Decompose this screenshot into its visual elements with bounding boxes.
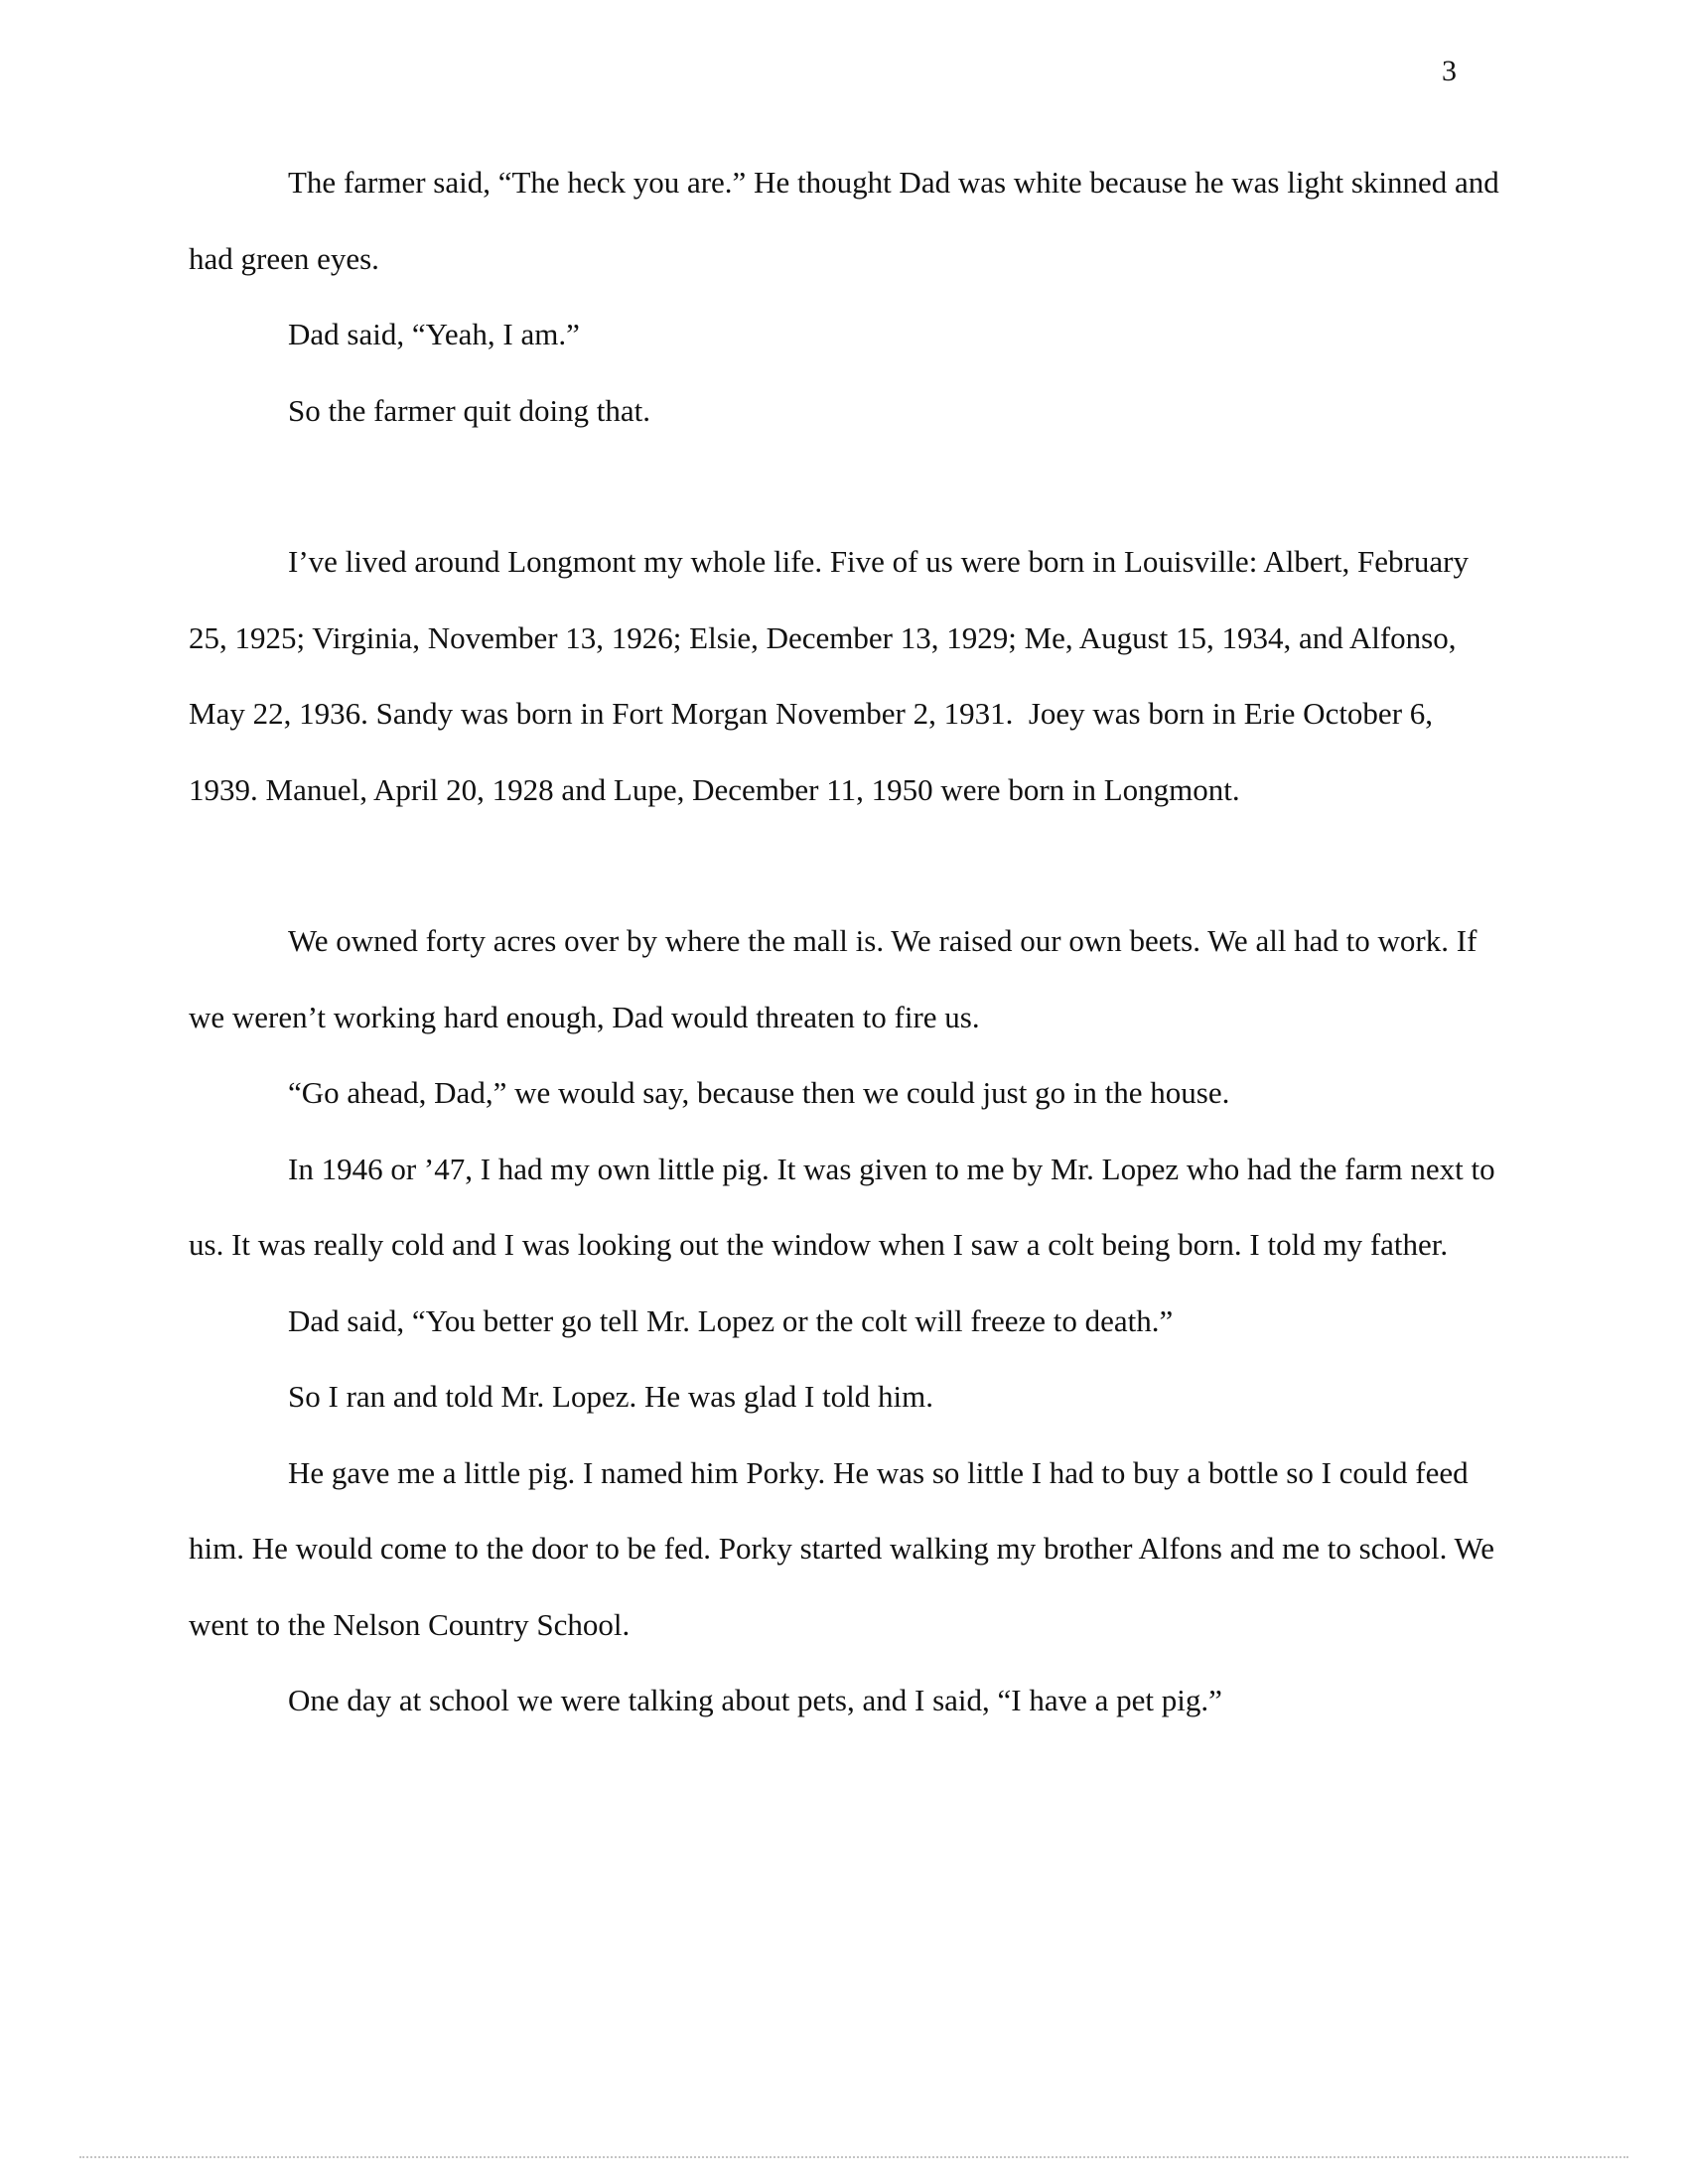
paragraph: So the farmer quit doing that. [288, 392, 651, 428]
scan-edge-line [79, 2156, 1628, 2158]
paragraph: “Go ahead, Dad,” we would say, because then we could just go in the house. [288, 1075, 1230, 1110]
document-body [189, 145, 1507, 1739]
paragraph: Dad said, “You better go tell Mr. Lopez or the colt will freeze to death.” [288, 1302, 1174, 1338]
paragraph: In 1946 or ’47, I had my own little pig. It was given to me by Mr. Lopez who had the farm next to us. It was really cold and I was looking out the window when I saw a colt being born. I told my father. [189, 1151, 1503, 1262]
paragraph: So I ran and told Mr. Lopez. He was glad I told him. [288, 1379, 934, 1414]
paragraph: We owned forty acres over by where the mall is. We raised our own beets. We all had to work. If we weren’t working hard enough, Dad would threaten to fire us. [189, 923, 1485, 1034]
paragraph: The farmer said, “The heck you are.” He thought Dad was white because he was light skinned and had green eyes. [189, 165, 1507, 276]
section-spacer [189, 828, 1499, 903]
paragraph: He gave me a little pig. I named him Porky. He was so little I had to buy a bottle so I could feed him. He would come to the door to be fed. Porky started walking my brother Alfons and me to school. We went to the Nelson Country School. [189, 1454, 1502, 1642]
section-spacer [189, 449, 1499, 524]
paragraph: I’ve lived around Longmont my whole life. Five of us were born in Louisville: Albert, February 25, 1925; Virginia, November 13, 1926; Elsie, December 13, 1929; Me, August 15, 1934, and Alfonso, May 22, 1936. Sandy was born in Fort Morgan November 2, 1931. Joey was born in Erie October 6, 1939. Manuel, April 20, 1928 and Lupe, December 11, 1950 were born in Longmont. [189, 544, 1477, 807]
page-number: 3 [1442, 55, 1457, 87]
paragraph: One day at school we were talking about pets, and I said, “I have a pet pig.” [288, 1683, 1222, 1717]
paragraph: Dad said, “Yeah, I am.” [288, 317, 580, 351]
